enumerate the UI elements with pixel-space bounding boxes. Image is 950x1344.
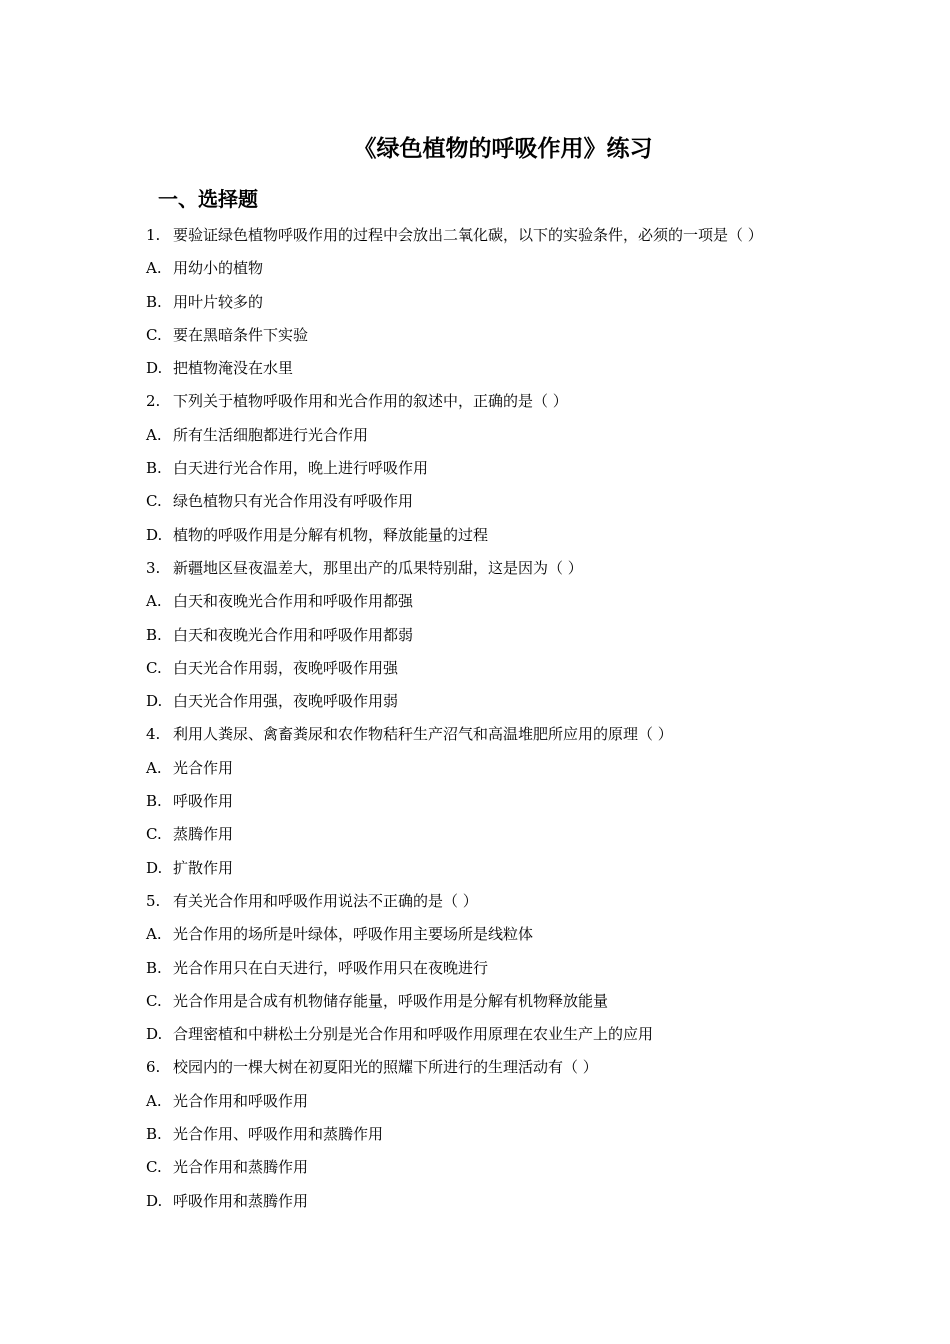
answer-option (146, 1018, 866, 1051)
option-text: 呼吸作用 (173, 792, 234, 811)
answer-option (146, 952, 866, 985)
answer-option (146, 985, 866, 1018)
answer-option (146, 752, 866, 785)
question-number: 5. (146, 891, 161, 910)
question-text: 要验证绿色植物呼吸作用的过程中会放出二氧化碳，以下的实验条件，必须的一项是（ ） (173, 226, 763, 244)
option-text: 呼吸作用和蒸腾作用 (173, 1191, 309, 1210)
option-text: 绿色植物只有光合作用没有呼吸作用 (173, 492, 414, 511)
question-text: 校园内的一棵大树在初夏阳光的照耀下所进行的生理活动有（ ） (173, 1058, 598, 1077)
answer-option (146, 1151, 866, 1184)
option-letter: C. (146, 1158, 162, 1177)
answer-option (146, 352, 866, 385)
page-title: 《绿色植物的呼吸作用》练习 (353, 136, 653, 162)
option-letter: D. (146, 1191, 163, 1210)
question-stem (146, 385, 866, 418)
option-text: 光合作用、呼吸作用和蒸腾作用 (173, 1125, 384, 1144)
question-number: 6. (146, 1058, 161, 1077)
answer-option (146, 585, 866, 618)
option-letter: B. (146, 958, 162, 977)
option-letter: B. (146, 792, 162, 811)
question-list (146, 219, 866, 1218)
question-stem (146, 885, 866, 918)
question-number: 4. (146, 725, 161, 744)
option-letter: A. (146, 259, 162, 278)
option-letter: D. (146, 1025, 163, 1044)
option-letter: D. (146, 858, 163, 877)
question-text: 利用人粪尿、禽畜粪尿和农作物秸秆生产沼气和高温堆肥所应用的原理（ ） (173, 725, 673, 744)
option-text: 光合作用的场所是叶绿体，呼吸作用主要场所是线粒体 (173, 925, 534, 944)
answer-option (146, 519, 866, 552)
option-text: 白天光合作用弱，夜晚呼吸作用强 (173, 658, 399, 677)
answer-option (146, 286, 866, 319)
option-letter: C. (146, 658, 162, 677)
option-letter: B. (146, 625, 162, 644)
answer-option (146, 685, 866, 718)
option-letter: B. (146, 1125, 162, 1144)
section-heading: 一、选择题 (158, 187, 258, 211)
option-text: 扩散作用 (173, 858, 234, 877)
answer-option (146, 485, 866, 518)
option-text: 用幼小的植物 (173, 259, 264, 278)
option-letter: C. (146, 325, 162, 344)
option-text: 光合作用是合成有机物储存能量，呼吸作用是分解有机物释放能量 (173, 991, 609, 1010)
question-stem (146, 718, 866, 751)
answer-option (146, 852, 866, 885)
answer-option (146, 1118, 866, 1151)
question-number: 1. (146, 226, 161, 244)
question-stem (146, 1051, 866, 1084)
option-text: 白天和夜晚光合作用和呼吸作用都弱 (173, 625, 414, 644)
option-text: 光合作用和呼吸作用 (173, 1091, 309, 1110)
option-text: 用叶片较多的 (173, 292, 264, 311)
question-stem (146, 552, 866, 585)
option-text: 光合作用和蒸腾作用 (173, 1158, 309, 1177)
question-number: 3. (146, 558, 161, 577)
option-letter: B. (146, 292, 162, 311)
option-letter: D. (146, 359, 163, 378)
answer-option (146, 1085, 866, 1118)
option-letter: A. (146, 1091, 162, 1110)
option-letter: B. (146, 459, 162, 478)
option-letter: A. (146, 758, 162, 777)
answer-option (146, 1185, 866, 1218)
question-text: 下列关于植物呼吸作用和光合作用的叙述中，正确的是（ ） (173, 392, 568, 411)
option-text: 植物的呼吸作用是分解有机物，释放能量的过程 (173, 525, 489, 544)
answer-option (146, 252, 866, 285)
option-text: 光合作用 (173, 758, 234, 777)
option-letter: A. (146, 925, 162, 944)
question-stem (146, 219, 866, 252)
question-text: 新疆地区昼夜温差大，那里出产的瓜果特别甜，这是因为（ ） (173, 558, 583, 577)
option-text: 白天进行光合作用，晚上进行呼吸作用 (173, 459, 429, 478)
answer-option (146, 619, 866, 652)
option-letter: C. (146, 492, 162, 511)
option-letter: C. (146, 825, 162, 844)
option-text: 光合作用只在白天进行，呼吸作用只在夜晚进行 (173, 958, 489, 977)
answer-option (146, 419, 866, 452)
option-text: 蒸腾作用 (173, 825, 234, 844)
option-text: 白天光合作用强，夜晚呼吸作用弱 (173, 692, 399, 711)
option-letter: C. (146, 991, 162, 1010)
option-text: 把植物淹没在水里 (173, 359, 294, 378)
question-number: 2. (146, 392, 161, 411)
option-letter: A. (146, 425, 162, 444)
option-letter: D. (146, 525, 163, 544)
question-text: 有关光合作用和呼吸作用说法不正确的是（ ） (173, 891, 478, 910)
option-text: 合理密植和中耕松土分别是光合作用和呼吸作用原理在农业生产上的应用 (173, 1025, 654, 1044)
option-text: 白天和夜晚光合作用和呼吸作用都强 (173, 592, 414, 611)
option-text: 要在黑暗条件下实验 (173, 325, 309, 344)
answer-option (146, 818, 866, 851)
option-text: 所有生活细胞都进行光合作用 (173, 425, 369, 444)
answer-option (146, 319, 866, 352)
answer-option (146, 918, 866, 951)
option-letter: D. (146, 692, 163, 711)
answer-option (146, 652, 866, 685)
option-letter: A. (146, 592, 162, 611)
answer-option (146, 785, 866, 818)
answer-option (146, 452, 866, 485)
